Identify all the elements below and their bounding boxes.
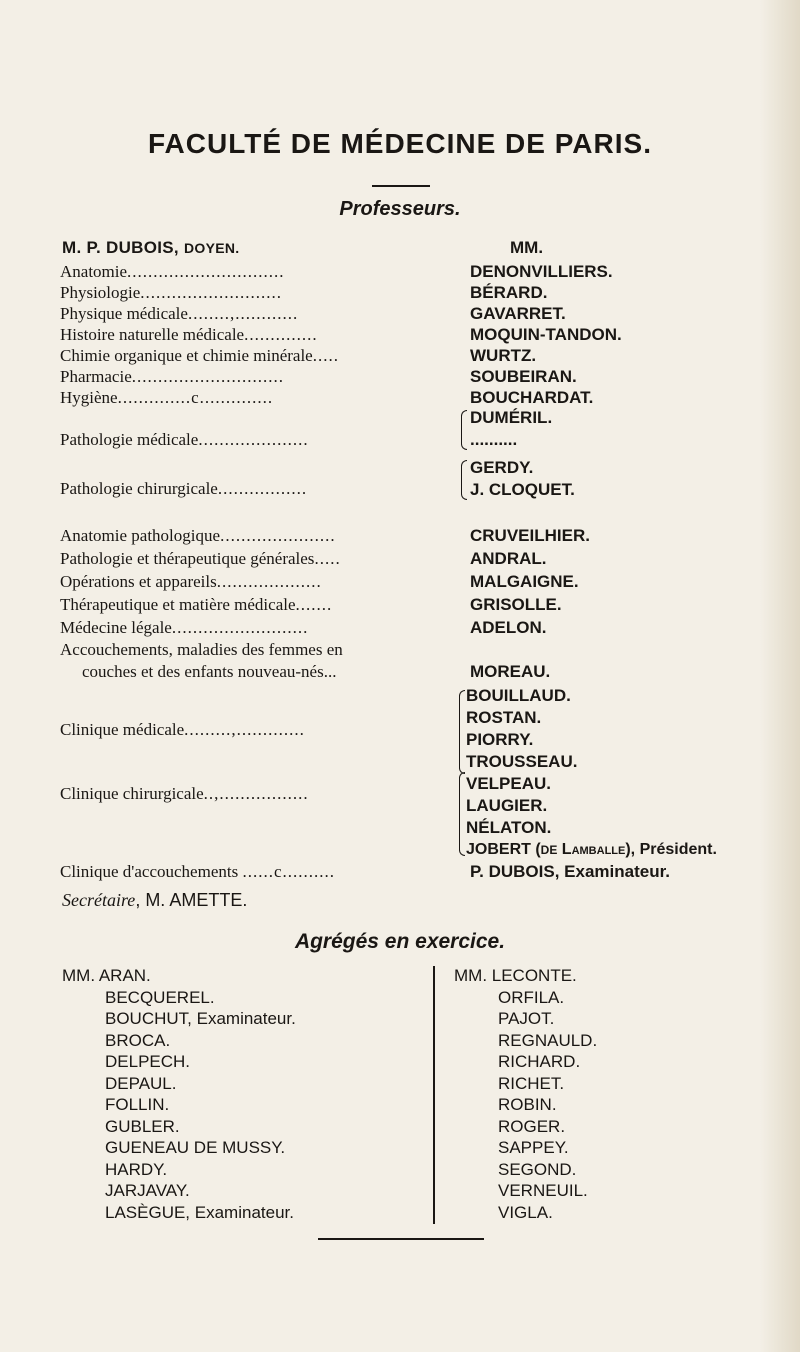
professor-name: DENONVILLIERS. (470, 262, 613, 281)
agrege-name: RICHET. (498, 1073, 565, 1093)
leader-dots: .................... (216, 572, 322, 591)
professor-name: TROUSSEAU. (466, 752, 578, 771)
professor-name: GRISOLLE. (470, 595, 562, 614)
subject-label: Clinique d'accouchements (60, 862, 239, 881)
agrege-name: MM. ARAN. (62, 966, 151, 985)
subject-label: Clinique chirurgicale (60, 784, 204, 803)
subject-label: Thérapeutique et matière médicale (60, 595, 296, 614)
professor-name: VELPEAU. (466, 774, 552, 793)
subject-label: Pathologie et thérapeutique générales (60, 549, 315, 568)
agrege-name: GUENEAU DE MUSSY. (105, 1138, 286, 1157)
agrege-name: PAJOT. (498, 1009, 555, 1028)
leader-dots: ................. (217, 479, 308, 498)
brace (459, 690, 465, 774)
leader-dots: ........................... (140, 283, 283, 302)
leader-dots: ...................... (220, 526, 336, 545)
agrege-name: BECQUEREL. (105, 987, 215, 1007)
professor-name: WURTZ. (470, 346, 537, 365)
leader-dots: .........,............. (184, 720, 305, 739)
secretary-label: Secrétaire (62, 890, 136, 910)
leader-dots: ............................. (131, 367, 284, 386)
course-row (60, 618, 308, 638)
agrege-name: FOLLIN. (105, 1095, 170, 1114)
professor-name: LAUGIER. (466, 796, 548, 815)
column-divider (433, 966, 435, 1224)
professor-name: SOUBEIRAN. (470, 367, 577, 386)
professor-name: ANDRAL. (470, 549, 547, 568)
dean-title: DOYEN. (183, 240, 240, 256)
leader-dots: ..... (314, 549, 341, 568)
leader-dots: ......c.......... (242, 862, 335, 881)
agrege-name: LASÈGUE, Examinateur. (105, 1202, 294, 1222)
professors-heading: Professeurs. (339, 198, 461, 220)
leader-dots: ..,................. (203, 784, 309, 803)
agrege-name: VERNEUIL. (498, 1181, 588, 1200)
leader-dots: ..... (312, 346, 339, 365)
agrege-name: DELPECH. (105, 1052, 191, 1071)
leader-dots: .......................... (171, 618, 309, 637)
agrege-name: SEGOND. (498, 1159, 577, 1179)
subject-label: couches et des enfants nouveau-nés (82, 662, 324, 681)
subject-label: Physiologie (60, 283, 141, 302)
course-row (60, 304, 298, 324)
subject-label: Anatomie pathologique (60, 526, 221, 545)
course-row (60, 262, 285, 282)
professor-name: GAVARRET. (470, 304, 566, 323)
faculty-title: FACULTÉ DE MÉDECINE DE PARIS. (147, 128, 652, 159)
professor-name: .......... (470, 430, 518, 449)
row-accouchements-line2 (82, 662, 336, 682)
agrege-name: JARJAVAY. (105, 1181, 190, 1200)
agrege-name: SAPPEY. (498, 1138, 569, 1157)
leader-dots: ........,............ (187, 304, 299, 323)
agrege-name: BOUCHUT, Examinateur. (105, 1009, 296, 1028)
secretary-line (62, 890, 247, 911)
subject-label: Pharmacie (60, 367, 132, 386)
leader-dots: .............................. (127, 262, 285, 281)
secretary-name: , M. AMETTE. (135, 890, 248, 910)
title-rule (372, 185, 430, 187)
row-accouchements-line1: Accouchements, maladies des femmes en (60, 640, 343, 659)
agrege-name: ORFILA. (498, 987, 565, 1007)
subject-label: Pathologie médicale (60, 430, 199, 449)
professor-name: ADELON. (470, 618, 547, 637)
professor-name: CRUVEILHIER. (470, 526, 590, 545)
subject-label: Hygiène (60, 388, 118, 407)
course-row (60, 283, 282, 303)
leader-dots: ... (323, 662, 337, 681)
subject-label: Pathologie chirurgicale (60, 479, 218, 498)
course-row (60, 595, 332, 615)
row-clinique-accouchements (60, 862, 335, 882)
course-row (60, 526, 336, 546)
agrege-name: REGNAULD. (498, 1030, 598, 1050)
agrege-name: ROGER. (498, 1116, 566, 1136)
professor-name: MOQUIN-TANDON. (470, 325, 622, 344)
agrege-name: GUBLER. (105, 1116, 180, 1136)
professor-name: BÉRARD. (470, 283, 548, 302)
professor-name: BOUILLAUD. (466, 686, 571, 705)
subject-label: Histoire naturelle médicale (60, 325, 245, 344)
leader-dots: .............. (244, 325, 318, 344)
brace (459, 772, 465, 856)
agrege-name: BROCA. (105, 1030, 171, 1050)
course-row (60, 549, 341, 569)
professor-name: P. DUBOIS, Examinateur. (470, 862, 670, 881)
subject-label: Médecine légale (60, 618, 172, 637)
dean-name: M. P. DUBOIS, (62, 238, 179, 257)
row-clinique-medicale (60, 720, 305, 740)
row-clinique-chirurgicale (60, 784, 309, 804)
dean-line (62, 238, 239, 258)
course-row (60, 346, 339, 366)
course-row (60, 572, 322, 592)
subject-label: Chimie organique et chimie minérale (60, 346, 313, 365)
course-row (60, 325, 318, 345)
agrege-name: ROBIN. (498, 1095, 557, 1114)
leader-dots: ..................... (198, 430, 309, 449)
professor-name: ROSTAN. (466, 708, 542, 727)
subject-label: Opérations et appareils (60, 572, 217, 591)
agrege-name: HARDY. (105, 1159, 168, 1179)
bottom-rule (318, 1238, 484, 1240)
subject-label: Physique médicale (60, 304, 188, 323)
brace (461, 460, 467, 500)
professor-name-jobert: JOBERT (DE Lamballe), Président. (466, 841, 717, 858)
brace (461, 410, 467, 450)
professor-name: DUMÉRIL. (470, 408, 553, 427)
leader-dots: ..............c.............. (117, 388, 274, 407)
professor-name: MOREAU. (470, 662, 551, 681)
professor-name: MALGAIGNE. (470, 572, 579, 591)
professor-name: BOUCHARDAT. (470, 388, 594, 407)
agrege-name: DEPAUL. (105, 1073, 177, 1093)
course-row (60, 367, 284, 387)
leader-dots: ....... (295, 595, 333, 614)
agrege-name: VIGLA. (498, 1202, 553, 1222)
professor-name: GERDY. (470, 458, 534, 477)
course-row (60, 388, 273, 408)
agrege-name: MM. LECONTE. (454, 966, 577, 985)
subject-label: Clinique médicale (60, 720, 185, 739)
row-pathologie-medicale (60, 430, 309, 450)
agreges-heading: Agrégés en exercice. (294, 930, 506, 953)
professor-name: NÉLATON. (466, 818, 552, 837)
professor-name: PIORRY. (466, 730, 534, 749)
row-pathologie-chirurgicale (60, 479, 307, 499)
professor-name: J. CLOQUET. (470, 480, 575, 499)
professors-mm-header: MM. (510, 238, 544, 257)
subject-label: Anatomie (60, 262, 128, 281)
agrege-name: RICHARD. (498, 1052, 581, 1071)
